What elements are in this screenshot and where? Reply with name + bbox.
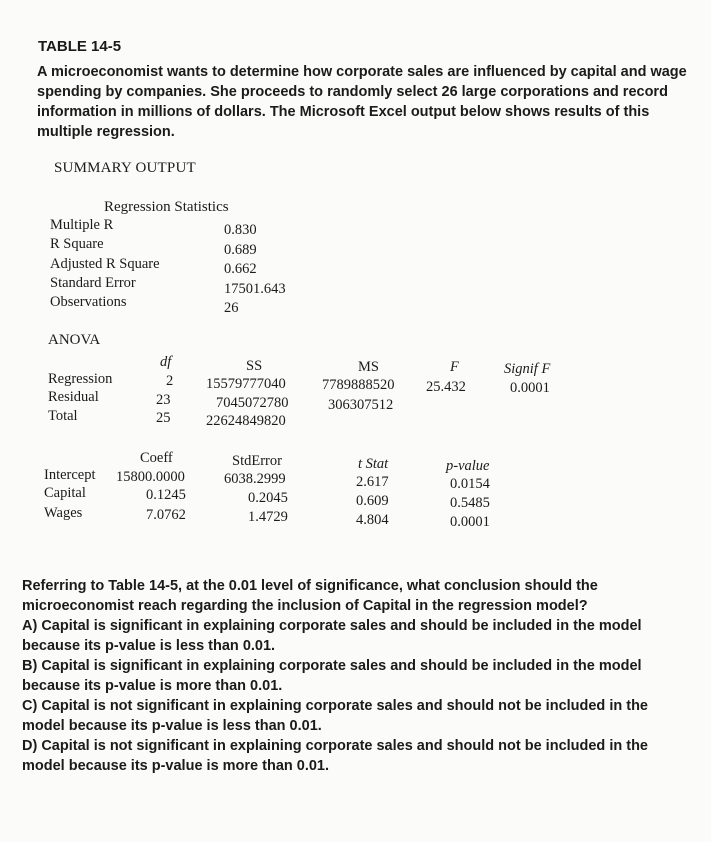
coef-cell-stderror: 1.4729 [248, 509, 288, 525]
coef-cell-stderror: 0.2045 [248, 490, 288, 506]
regression-statistics-heading: Regression Statistics [104, 199, 229, 215]
anova-cell-df: 23 [156, 392, 171, 408]
question-block [22, 576, 677, 776]
coef-cell-t-stat: 0.609 [356, 493, 389, 509]
stat-label-adjusted-r-square: Adjusted R Square [50, 256, 160, 272]
coef-cell-stderror: 6038.2999 [224, 471, 286, 487]
stat-value-adjusted-r-square: 0.662 [224, 261, 257, 277]
anova-cell-df: 2 [166, 373, 174, 389]
anova-cell-df: 25 [156, 410, 171, 426]
anova-row-label: Total [48, 408, 78, 424]
anova-header-df: df [160, 354, 172, 370]
coef-header-coeff: Coeff [140, 450, 173, 466]
anova-cell-ms: 7789888520 [322, 377, 395, 393]
anova-header-signif-f: Signif F [504, 361, 551, 377]
stat-label-standard-error: Standard Error [50, 275, 136, 291]
coef-cell-coeff: 7.0762 [146, 507, 186, 523]
coef-header-stderror: StdError [232, 453, 282, 469]
stat-value-multiple-r: 0.830 [224, 222, 257, 238]
coef-header-p-value: p-value [446, 458, 490, 474]
coef-cell-coeff: 15800.0000 [116, 469, 185, 485]
summary-output-title: SUMMARY OUTPUT [54, 160, 196, 176]
stat-value-observations: 26 [224, 300, 239, 316]
anova-header-f: F [450, 359, 459, 375]
answer-option-a[interactable]: A) Capital is significant in explaining corporate sales and should be included in the model because its p-value is less than 0.01. [22, 618, 642, 654]
table-title: TABLE 14-5 [38, 38, 122, 55]
anova-cell-signif-f: 0.0001 [510, 380, 550, 396]
coef-row-label: Intercept [44, 467, 96, 483]
coef-row-label: Capital [44, 485, 86, 501]
anova-cell-ss: 7045072780 [216, 395, 289, 411]
coef-cell-t-stat: 4.804 [356, 512, 389, 528]
coef-cell-coeff: 0.1245 [146, 487, 186, 503]
anova-header-ss: SS [246, 358, 263, 374]
stat-label-r-square: R Square [50, 236, 104, 252]
anova-cell-ss: 15579777040 [206, 376, 286, 392]
stat-value-r-square: 0.689 [224, 242, 257, 258]
answer-option-b[interactable]: B) Capital is significant in explaining corporate sales and should be included in the model because its p-value is more than 0.01. [22, 658, 642, 694]
coef-cell-p-value: 0.0154 [450, 476, 490, 492]
answer-option-c[interactable]: C) Capital is not significant in explaining corporate sales and should not be included in the model because its p-value is less than 0.01. [22, 698, 648, 734]
anova-row-label: Regression [48, 371, 113, 387]
stat-label-observations: Observations [50, 294, 127, 310]
coef-cell-p-value: 0.0001 [450, 514, 490, 530]
coef-cell-t-stat: 2.617 [356, 474, 389, 490]
anova-header-ms: MS [358, 359, 379, 375]
anova-cell-ss: 22624849820 [206, 413, 286, 429]
stat-label-multiple-r: Multiple R [50, 217, 114, 233]
coef-cell-p-value: 0.5485 [450, 495, 490, 511]
anova-cell-ms: 306307512 [328, 397, 394, 413]
coef-header-t-stat: t Stat [358, 456, 389, 472]
answer-option-d[interactable]: D) Capital is not significant in explaining corporate sales and should not be included in the model because its p-value is more than 0.01. [22, 738, 648, 774]
anova-title: ANOVA [48, 332, 101, 348]
question-stem: Referring to Table 14-5, at the 0.01 level of significance, what conclusion should the microeconomist reach regarding the inclusion of Capital in the regression model? [22, 578, 598, 614]
problem-intro: A microeconomist wants to determine how corporate sales are influenced by capital and wage spending by companies. She proceeds to randomly select 26 large corporations and record information in millions of dollars. The Microsoft Excel output below shows results of this multiple regression. [37, 64, 687, 140]
coef-row-label: Wages [44, 505, 83, 521]
anova-cell-f: 25.432 [426, 379, 466, 395]
stat-value-standard-error: 17501.643 [224, 281, 286, 297]
anova-row-label: Residual [48, 389, 99, 405]
